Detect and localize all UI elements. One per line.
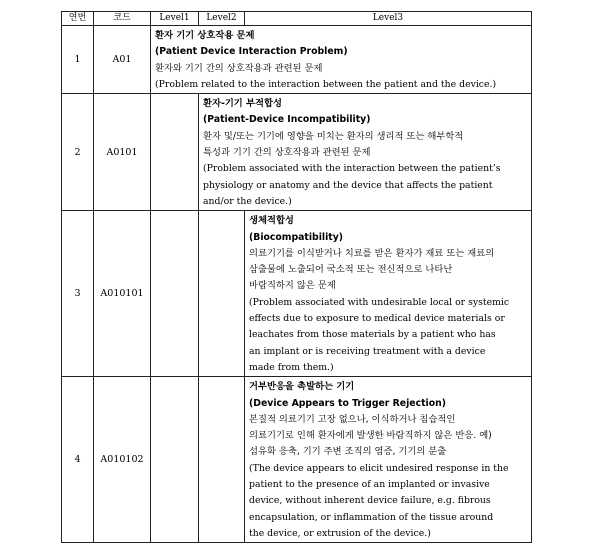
description-text-ko: 바람직하지 않은 문제 (249, 280, 336, 292)
description-text-en: (The device appears to elicit undesired response in the (249, 462, 509, 474)
table-row (62, 94, 532, 211)
description-text-en: (Problem associated with undesirable local or systemic (249, 296, 510, 308)
description-title-ko: 생체적합성 (249, 215, 294, 227)
row-code: A010102 (94, 377, 151, 543)
description-title-en: (Patient Device Interaction Problem) (155, 46, 348, 58)
header-level3: Level3 (245, 12, 532, 26)
header-level2: Level2 (199, 12, 245, 26)
header-row (62, 12, 532, 26)
row-code: A01 (94, 26, 151, 94)
description-text-en: the device, or extrusion of the device.) (249, 527, 431, 539)
table-row (62, 26, 532, 94)
classification-table-container (61, 11, 531, 543)
empty-level2-cell (199, 377, 245, 543)
description-text-en: leachates from those materials by a patient who has (249, 329, 496, 341)
header-code: 코드 (94, 12, 151, 26)
description-text-en: (Problem associated with the interaction between the patient’s (203, 163, 501, 175)
description-text-en: (Problem related to the interaction between the patient and the device.) (155, 78, 497, 90)
empty-level1-cell (151, 94, 199, 211)
empty-level1-cell (151, 211, 199, 377)
description-text-en: device, without inherent device failure, e.g. fibrous (249, 495, 491, 507)
empty-level1-cell (151, 377, 199, 543)
description-text-ko: 본질적 의료기기 고장 없으나, 이식하거나 침습적인 (249, 413, 456, 425)
row-number: 3 (62, 211, 94, 377)
row-code: A0101 (94, 94, 151, 211)
classification-table (61, 11, 532, 543)
description-text-ko: 섬유화 응축, 기기 주변 조직의 염증, 기기의 분출 (249, 446, 447, 458)
header-no: 연번 (62, 12, 94, 26)
row-number: 2 (62, 94, 94, 211)
header-level1: Level1 (151, 12, 199, 26)
row-code: A010101 (94, 211, 151, 377)
description-title-en: (Device Appears to Trigger Rejection) (249, 397, 446, 409)
description-title-ko: 환자-기기 부적합성 (203, 98, 282, 110)
description-text-ko: 환자 및/또는 기기에 영향을 미치는 환자의 생리적 또는 해부학적 (203, 130, 464, 142)
description-title-ko: 환자 기기 상호작용 문제 (155, 30, 255, 41)
description-title-en: (Patient-Device Incompatibility) (203, 114, 371, 126)
description-text-ko: 환자와 기기 간의 상호작용과 관련된 문제 (155, 62, 323, 74)
row-description (245, 377, 532, 543)
row-description (151, 26, 532, 94)
description-text-en: made from them.) (249, 361, 334, 373)
row-number: 4 (62, 377, 94, 543)
empty-level2-cell (199, 211, 245, 377)
row-description (199, 94, 532, 211)
description-text-en: patient to the presence of an implanted or invasive (249, 479, 490, 491)
description-text-en: an implant or is receiving treatment with a device (249, 345, 486, 357)
description-text-en: effects due to exposure to medical device materials or (249, 313, 505, 325)
row-number: 1 (62, 26, 94, 94)
description-text-ko: 의료기기로 인해 환자에게 발생한 바람직하지 않은 반응. 예) (249, 430, 492, 442)
description-text-ko: 특성과 기기 간의 상호작용과 관련된 문제 (203, 147, 371, 159)
description-text-en: and/or the device.) (203, 195, 292, 207)
description-title-ko: 거부반응을 촉발하는 기기 (249, 381, 355, 393)
description-text-en: physiology or anatomy and the device that affects the patient (203, 179, 493, 191)
description-text-ko: 삼출물에 노출되어 국소적 또는 전신적으로 나타난 (249, 264, 453, 276)
description-text-ko: 의료기기를 이식받거나 치료를 받은 환자가 재료 또는 재료의 (249, 247, 495, 259)
table-row (62, 211, 532, 377)
description-title-en: (Biocompatibility) (249, 231, 344, 243)
row-description (245, 211, 532, 377)
description-text-en: encapsulation, or inflammation of the tissue around (249, 511, 494, 523)
table-row (62, 377, 532, 543)
